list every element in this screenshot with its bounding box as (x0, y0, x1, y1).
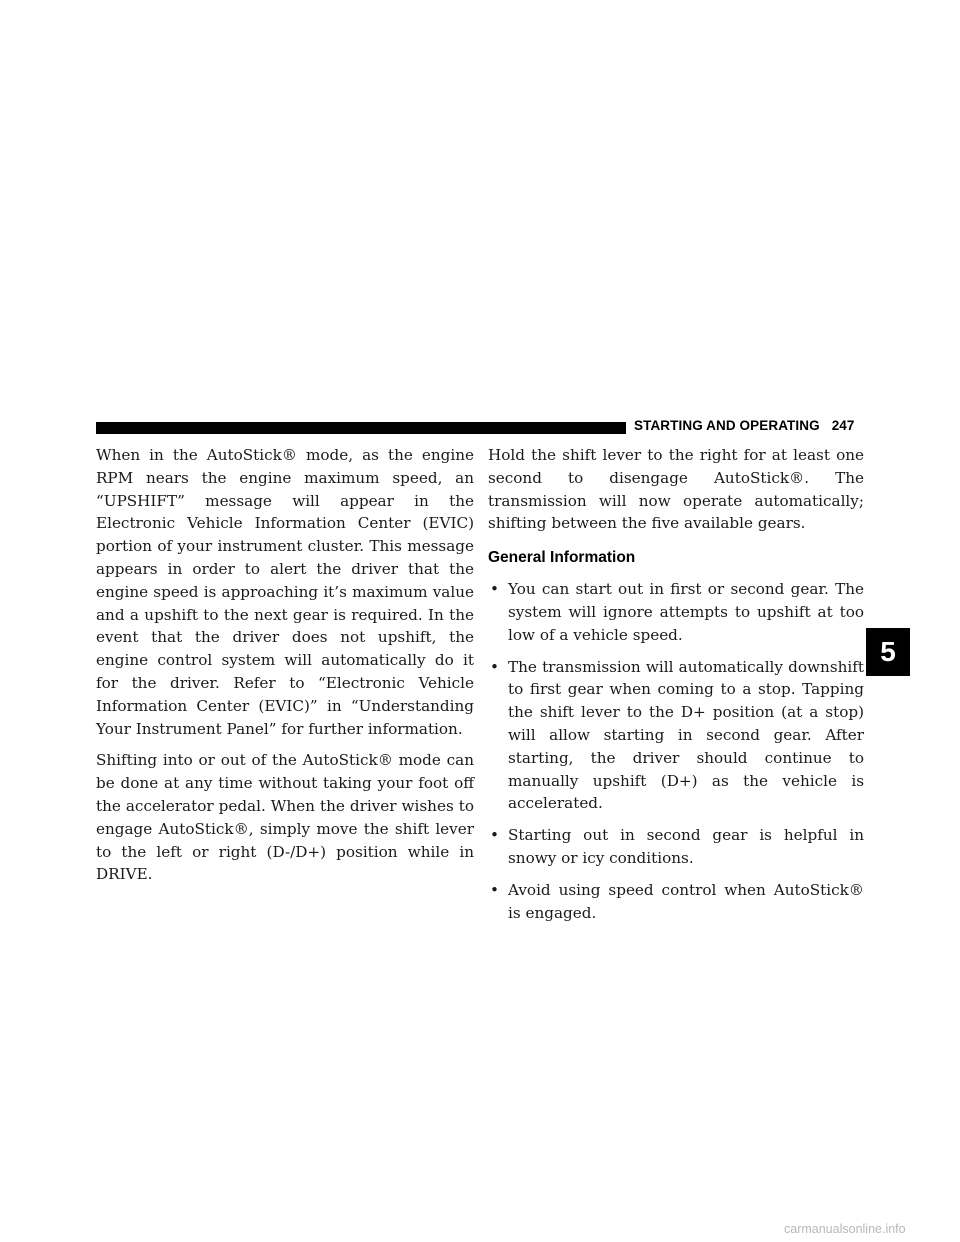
list-item-text: Starting out in second gear is helpful in snowy or icy conditions. (508, 826, 864, 867)
list-item (488, 656, 864, 816)
list-item-text: Avoid using speed control when AutoStick® is engaged. (508, 880, 864, 922)
section-heading: General Information (488, 549, 636, 567)
paragraph-shifting-autostick: Shifting into or out of the AutoStick® mode can be done at any time without taking your foot off the accelerator pedal. When the driver wishes to engage AutoStick®, simply move the shift lever to the left or right (D-/D+) position while in DRIVE. (96, 751, 474, 884)
bullet-icon: • (490, 657, 499, 676)
paragraph-upshift-message: When in the AutoStick® mode, as the engine RPM nears the engine maximum speed, an “UPSHIFT” message will appear in the Electronic Vehicle Information Center (EVIC) portion of your instrument cluster. This message appears in order to alert the driver that the engine speed is approaching it’s maximum value and a upshift to the next gear is required. In the event that the driver does not upshift, the engine control system will automatically do it for the driver. Refer to “Electronic Vehicle Information Center (EVIC)” in “Understanding Your Instrument Panel” for further information. (96, 446, 474, 738)
right-column (488, 444, 864, 933)
list-item (488, 824, 864, 870)
list-item (488, 578, 864, 646)
page-number: 247 (831, 418, 855, 433)
list-item-text: The transmission will automatically downshift to first gear when coming to a stop. Tapping the shift lever to the D+ position (at a stop) will allow starting in second gear. After starting, the driver should continue to manually upshift (D+) as the vehicle is accelerated. (508, 657, 864, 813)
list-item-text: You can start out in first or second gear. The system will ignore attempts to upshift at too low of a vehicle speed. (508, 580, 864, 644)
section-title: STARTING AND OPERATING (634, 418, 820, 433)
bullet-icon: • (490, 826, 499, 845)
left-column (96, 444, 474, 895)
bullet-icon: • (490, 580, 499, 599)
paragraph-disengage-autostick: Hold the shift lever to the right for at least one second to disengage AutoStick®. The transmission will now operate automatically; shifting between the five available gears. (488, 446, 864, 533)
running-head (634, 418, 855, 433)
bullet-icon: • (490, 880, 499, 899)
chapter-tab (866, 628, 910, 676)
chapter-number: 5 (880, 636, 896, 667)
list-item (488, 879, 864, 925)
header-rule (96, 422, 626, 434)
watermark: carmanualsonline.info (784, 1222, 906, 1236)
bullet-list (488, 578, 864, 924)
